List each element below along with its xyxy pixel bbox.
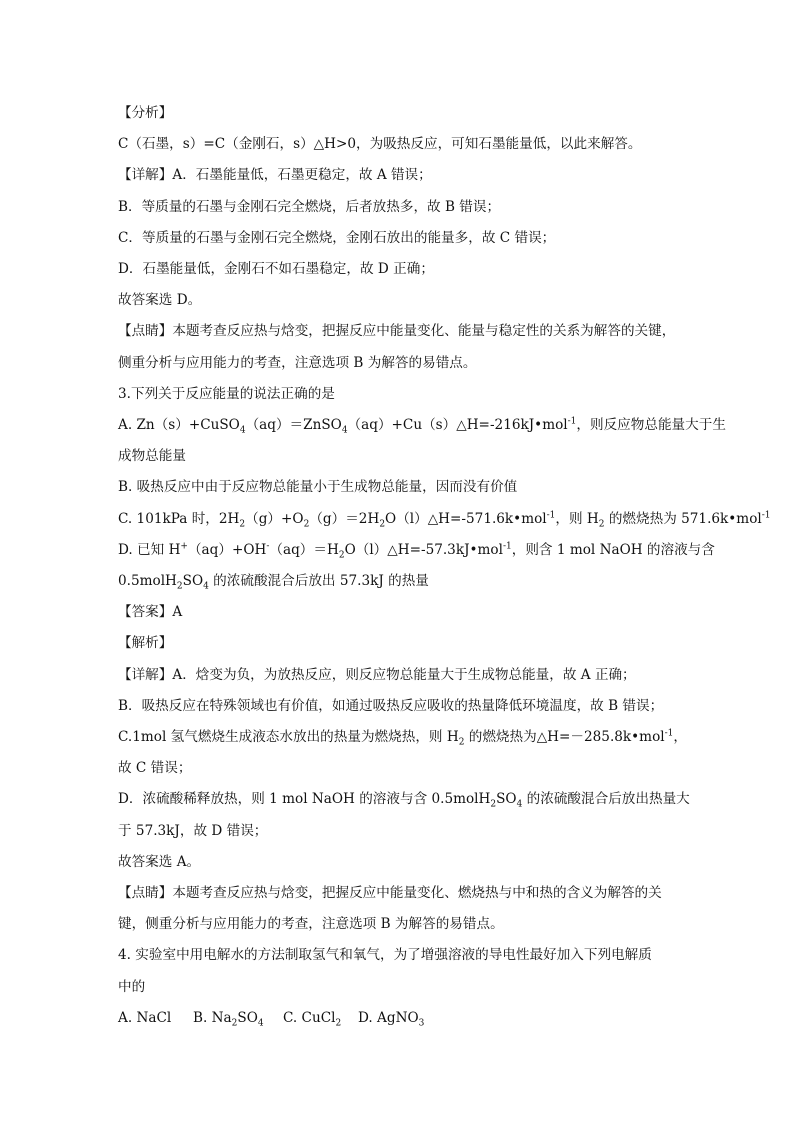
text-segment: 故答案选 A。 [118,853,201,870]
text-segment: 【点睛】本题考查反应热与焓变，把握反应中能量变化、能量与稳定性的关系为解答的关键， [118,323,676,340]
answer-conclusion-a [118,852,200,872]
question-4-option-a [118,1008,171,1028]
answer-conclusion-d [118,290,201,310]
text-segment: ，则 H [555,510,599,527]
question-3-stem [118,384,335,404]
subscript: 2 [458,737,465,748]
text-segment: 故 C 错误； [118,760,192,777]
text-segment: ，则反应物总能量大于生 [576,417,726,433]
tip2-line-1 [118,883,662,903]
analysis-text [118,134,642,154]
superscript: - [266,541,270,552]
superscript: -1 [567,416,577,427]
text-segment: （aq）+Cu（s）△H=-216kJ•mol [347,417,568,433]
text-segment: SO [237,1009,258,1026]
answer-heading [118,602,182,622]
text-segment: （aq）＝ZnSO [245,417,342,433]
text-segment: 键，侧重分析与应用能力的考查，注意选项 B 为解答的易错点。 [118,916,504,933]
text-segment: A. Zn（s）+CuSO [118,417,240,433]
text-segment: 【详解】A．焓变为负，为放热反应，则反应物总能量大于生成物总能量，故 A 正确； [118,666,636,683]
explain-c [118,727,687,747]
subscript: 2 [490,800,497,811]
text-segment: 【解析】 [118,635,173,652]
question-3-option-c [118,509,771,529]
text-segment: O（l）△H=-571.6k•mol [385,510,547,527]
superscript: -1 [546,510,556,521]
detail-a [118,165,432,185]
tip2-line-2 [118,914,504,934]
text-segment: C．等质量的石墨与金刚石完全燃烧，金刚石放出的能量多，故 C 错误； [118,229,556,246]
analysis-heading [118,103,172,123]
text-segment: 【分析】 [118,105,173,121]
subscript: 2 [379,519,386,530]
text-segment: D．浓硫酸稀释放热，则 1 mol NaOH 的溶液与含 0.5molH [118,791,491,808]
text-segment: 的浓硫酸混合后放出热量大 [522,791,690,808]
text-segment: （g）+O [245,510,304,527]
text-segment: 的燃烧热为 571.6k•mol [604,510,762,527]
question-3-option-d-cont [118,571,429,591]
text-segment: C. 101kPa 时，2H [118,510,240,527]
text-segment: C（石墨，s）=C（金刚石，s）△H>0，为吸热反应，可知石墨能量低，以此来解答。 [118,136,642,153]
question-4-stem [118,945,652,965]
text-segment: D．石墨能量低，金刚石不如石墨稳定，故 D 正确； [118,261,434,277]
text-segment: （g）＝2H [309,510,380,527]
question-4-option-c [283,1008,341,1028]
subscript: 4 [257,1018,264,1029]
text-segment: 成物总能量 [118,448,186,465]
text-segment: A. NaCl [118,1009,172,1026]
text-segment: O（l）△H=-57.3kJ•mol [344,541,503,558]
detail-d [118,259,434,279]
explain-a [118,665,636,685]
superscript: -1 [502,541,512,552]
explain-b [118,696,663,716]
text-segment: D. AgNO [358,1009,419,1026]
text-segment: 【详解】A．石墨能量低，石墨更稳定，故 A 错误； [118,167,432,184]
text-segment: 【点睛】本题考查反应热与焓变，把握反应中能量变化、燃烧热与中和热的含义为解答的关 [118,885,662,901]
subscript: 4 [341,425,348,436]
text-segment: 的浓硫酸混合后放出 57.3kJ 的热量 [208,573,429,589]
subscript: 4 [516,800,523,811]
text-segment: C.1mol 氢气燃烧生成液态水放出的热量为燃烧热，则 H [118,729,459,745]
text-segment: 3.下列关于反应能量的说法正确的是 [118,385,335,402]
question-4-options [118,1008,518,1028]
text-segment: B．吸热反应在特殊领域也有价值，如通过吸热反应吸收的热量降低环境温度，故 B 错误； [118,697,664,714]
text-segment: D. 已知 H [118,541,181,558]
subscript: 2 [338,550,345,561]
explain-d [118,789,690,809]
text-segment: SO [496,791,517,808]
text-segment: 于 57.3kJ，故 D 错误； [118,822,268,839]
question-3-option-a [118,415,726,435]
superscript: -1 [761,510,771,521]
tip-line-1 [118,321,675,341]
subscript: 4 [239,425,246,436]
detail-c [118,228,555,248]
text-segment: 中的 [118,978,146,995]
text-segment: SO [182,573,204,589]
text-segment: C. CuCl [283,1009,336,1026]
text-segment: 0.5molH [118,573,177,589]
superscript: + [180,541,188,552]
superscript: -1 [664,728,674,739]
subscript: 3 [418,1018,425,1029]
subscript: 2 [239,519,246,530]
subscript: 2 [335,1018,342,1029]
question-4-option-d [358,1008,424,1028]
tip-line-2 [118,353,476,373]
subscript: 2 [303,519,310,530]
subscript: 2 [176,581,183,592]
text-segment: 侧重分析与应用能力的考查，注意选项 B 为解答的易错点。 [118,354,477,371]
text-segment: B. Na [193,1009,232,1026]
question-3-option-a-cont [118,446,186,466]
text-segment: B. 吸热反应中由于反应物总能量小于生成物总能量，因而没有价值 [118,479,518,496]
subscript: 2 [231,1018,238,1029]
text-segment: ，则含 1 mol NaOH 的溶液与含 [511,541,715,558]
text-segment: ， [673,729,687,745]
text-segment: B．等质量的石墨与金刚石完全燃烧，后者放热多，故 B 错误； [118,198,501,215]
question-4-stem-cont [118,977,145,997]
question-3-option-b [118,477,517,497]
text-segment: 的燃烧热为△H=－285.8k•mol [464,729,665,745]
question-3-option-d [118,540,715,560]
subscript: 4 [203,581,209,592]
explain-d-cont [118,821,267,841]
question-4-option-b [193,1008,264,1028]
text-segment: 【答案】A [118,604,183,621]
explain-c-cont [118,758,191,778]
text-segment: 故答案选 D。 [118,292,202,309]
text-segment: （aq）＝H [269,541,339,558]
text-segment: （aq）+OH [187,541,267,558]
explanation-heading [118,633,172,653]
subscript: 2 [598,519,605,530]
text-segment: 4. 实验室中用电解水的方法制取氢气和氧气，为了增强溶液的导电性最好加入下列电解质 [118,947,652,964]
detail-b [118,197,500,217]
